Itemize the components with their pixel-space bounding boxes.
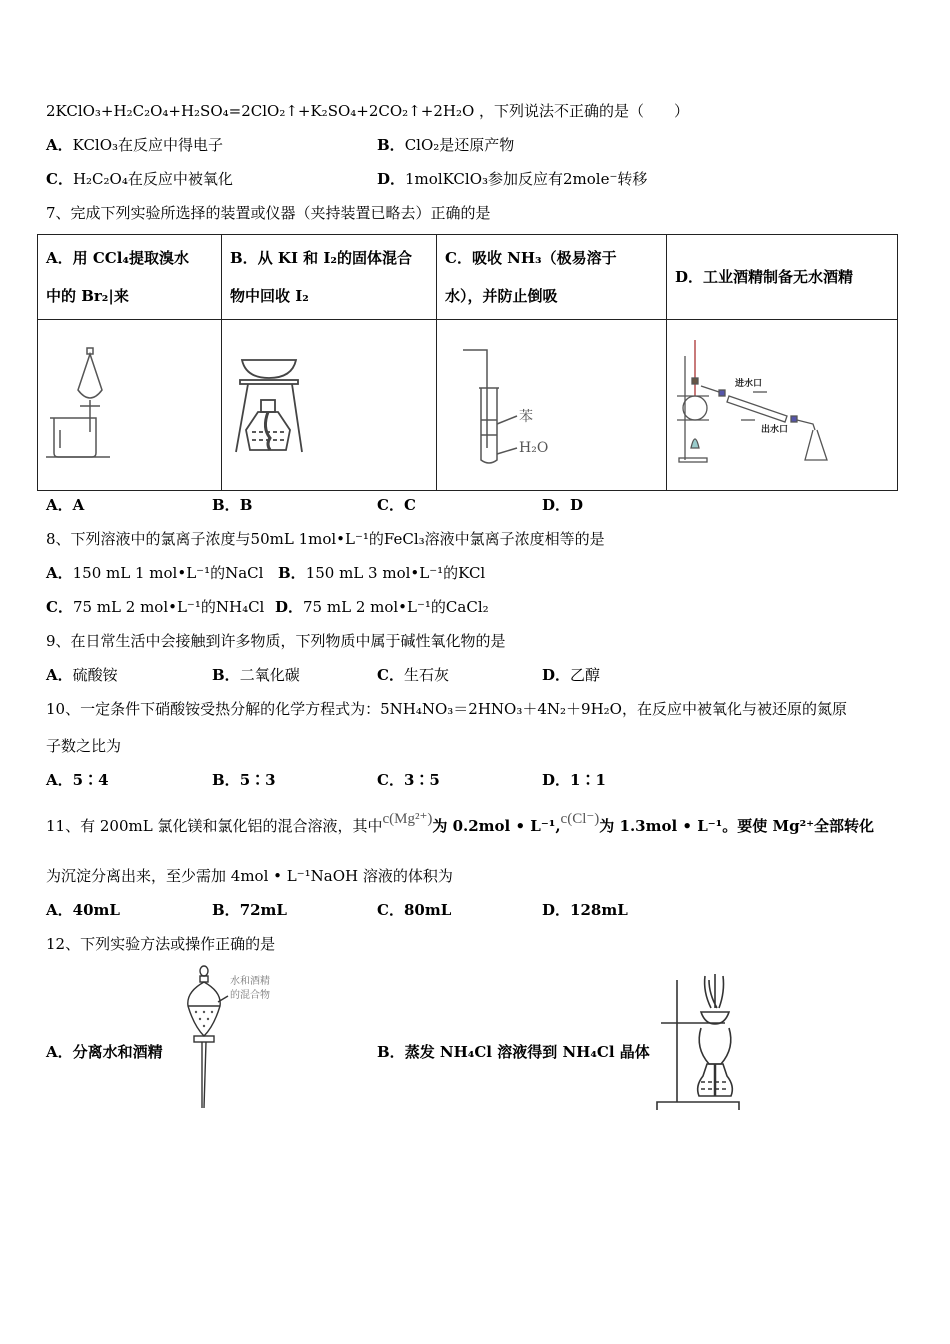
separatory-funnel-beaker-icon [38, 320, 222, 490]
q8-option-d[interactable]: D．75 mL 2 mol•L⁻¹的CaCl₂ [275, 598, 489, 616]
q7-apparatus-table [37, 234, 898, 491]
q7-cell-a: A．用 CCl₄提取溴水 中的 Br₂|来 [38, 235, 222, 320]
q6-stem: 2KClO₃+H₂C₂O₄+H₂SO₄=2ClO₂↑+K₂SO₄+2CO₂↑+2H₂O ，下列说法不正确的是（ ） [46, 102, 690, 120]
q7-cell-d: D．工业酒精制备无水酒精 [667, 235, 898, 320]
q8-option-a[interactable]: A．150 mL 1 mol•L⁻¹的NaCl [46, 564, 264, 582]
q9-option-a[interactable]: A．硫酸铵 [46, 666, 118, 684]
q9-option-b[interactable]: B．二氧化碳 [212, 666, 300, 684]
q12-stem: 12、下列实验方法或操作正确的是 [46, 935, 276, 953]
distillation-apparatus-icon [667, 320, 898, 490]
water-label: H₂O [519, 440, 549, 456]
q8-stem: 8、下列溶液中的氯离子浓度与50mL 1mol•L⁻¹的FeCl₃溶液中氯离子浓度相等的是 [46, 530, 605, 548]
q7-option-a[interactable]: A．A [46, 496, 85, 514]
separatory-funnel-mixture-icon [180, 962, 300, 1112]
q6-option-b[interactable]: B．ClO₂是还原产物 [377, 136, 515, 154]
q6-option-a[interactable]: A．KClO₃在反应中得电子 [46, 136, 224, 154]
q12-option-a[interactable]: A．分离水和酒精 [46, 1043, 163, 1061]
q7-figure-c [437, 320, 667, 491]
c-cl-expression: c(Cl⁻) [560, 811, 600, 827]
q9-stem: 9、在日常生活中会接触到许多物质，下列物质中属于碱性氧化物的是 [46, 632, 506, 650]
q11-stem-line2: 为沉淀分离出来，至少需加 4mol • L⁻¹NaOH 溶液的体积为 [46, 867, 453, 885]
q8-option-b[interactable]: B．150 mL 3 mol•L⁻¹的KCl [278, 564, 486, 582]
q10-stem-line2: 子数之比为 [46, 737, 122, 755]
q8-option-c[interactable]: C．75 mL 2 mol•L⁻¹的NH₄Cl [46, 598, 265, 616]
q9-option-c[interactable]: C．生石灰 [377, 666, 449, 684]
evaporating-dish-tripod-lamp-icon [222, 320, 437, 490]
q7-option-b[interactable]: B．B [212, 496, 253, 514]
gas-absorption-tube-icon [437, 320, 667, 490]
water-inlet-label: 进水口 [735, 379, 763, 389]
q10-stem-line1: 10、一定条件下硝酸铵受热分解的化学方程式为：5NH₄NO₃＝2HNO₃＋4N₂＋9H₂O，在反应中被氧化与被还原的氮原 [46, 700, 847, 718]
q12-option-b[interactable]: B．蒸发 NH₄Cl 溶液得到 NH₄Cl 晶体 [377, 1043, 650, 1061]
q7-option-c[interactable]: C．C [377, 496, 416, 514]
q10-option-d[interactable]: D．1∶1 [542, 771, 606, 789]
q6-option-c[interactable]: C．H₂C₂O₄在反应中被氧化 [46, 170, 233, 188]
q11-option-b[interactable]: B．72mL [212, 901, 287, 919]
evaporation-stand-lamp-icon [655, 968, 750, 1113]
water-outlet-label: 出水口 [761, 425, 789, 435]
q7-stem: 7、完成下列实验所选择的装置或仪器（夹持装置已略去）正确的是 [46, 204, 491, 222]
q7-cell-b: B．从 KI 和 I₂的固体混合 物中回收 I₂ [222, 235, 437, 320]
q7-figure-a [38, 320, 222, 491]
q11-stem-line1: 11、有 200mL 氯化镁和氯化铝的混合溶液，其中c(Mg²⁺)为 0.2mol • L⁻¹,c(Cl⁻)为 1.3mol • L⁻¹。要使 Mg²⁺全部转化 [46, 811, 875, 835]
benzene-label: 苯 [519, 409, 533, 425]
q9-option-d[interactable]: D．乙醇 [542, 666, 601, 684]
q10-option-a[interactable]: A．5∶4 [46, 771, 109, 789]
q7-figure-b [222, 320, 437, 491]
q7-option-d[interactable]: D．D [542, 496, 584, 514]
mixture-label-line1: 水和酒精 [230, 976, 270, 987]
q7-cell-c: C．吸收 NH₃（极易溶于 水），并防止倒吸 [437, 235, 667, 320]
q11-option-a[interactable]: A．40mL [46, 901, 120, 919]
mixture-label-line2: 的混合物 [230, 990, 270, 1001]
c-mg-expression: c(Mg²⁺) [382, 811, 433, 827]
q10-option-b[interactable]: B．5∶3 [212, 771, 276, 789]
q11-option-c[interactable]: C．80mL [377, 901, 452, 919]
q11-option-d[interactable]: D．128mL [542, 901, 628, 919]
q7-figure-d [667, 320, 898, 491]
q6-option-d[interactable]: D．1molKClO₃参加反应有2mole⁻转移 [377, 170, 648, 188]
q10-option-c[interactable]: C．3∶5 [377, 771, 440, 789]
